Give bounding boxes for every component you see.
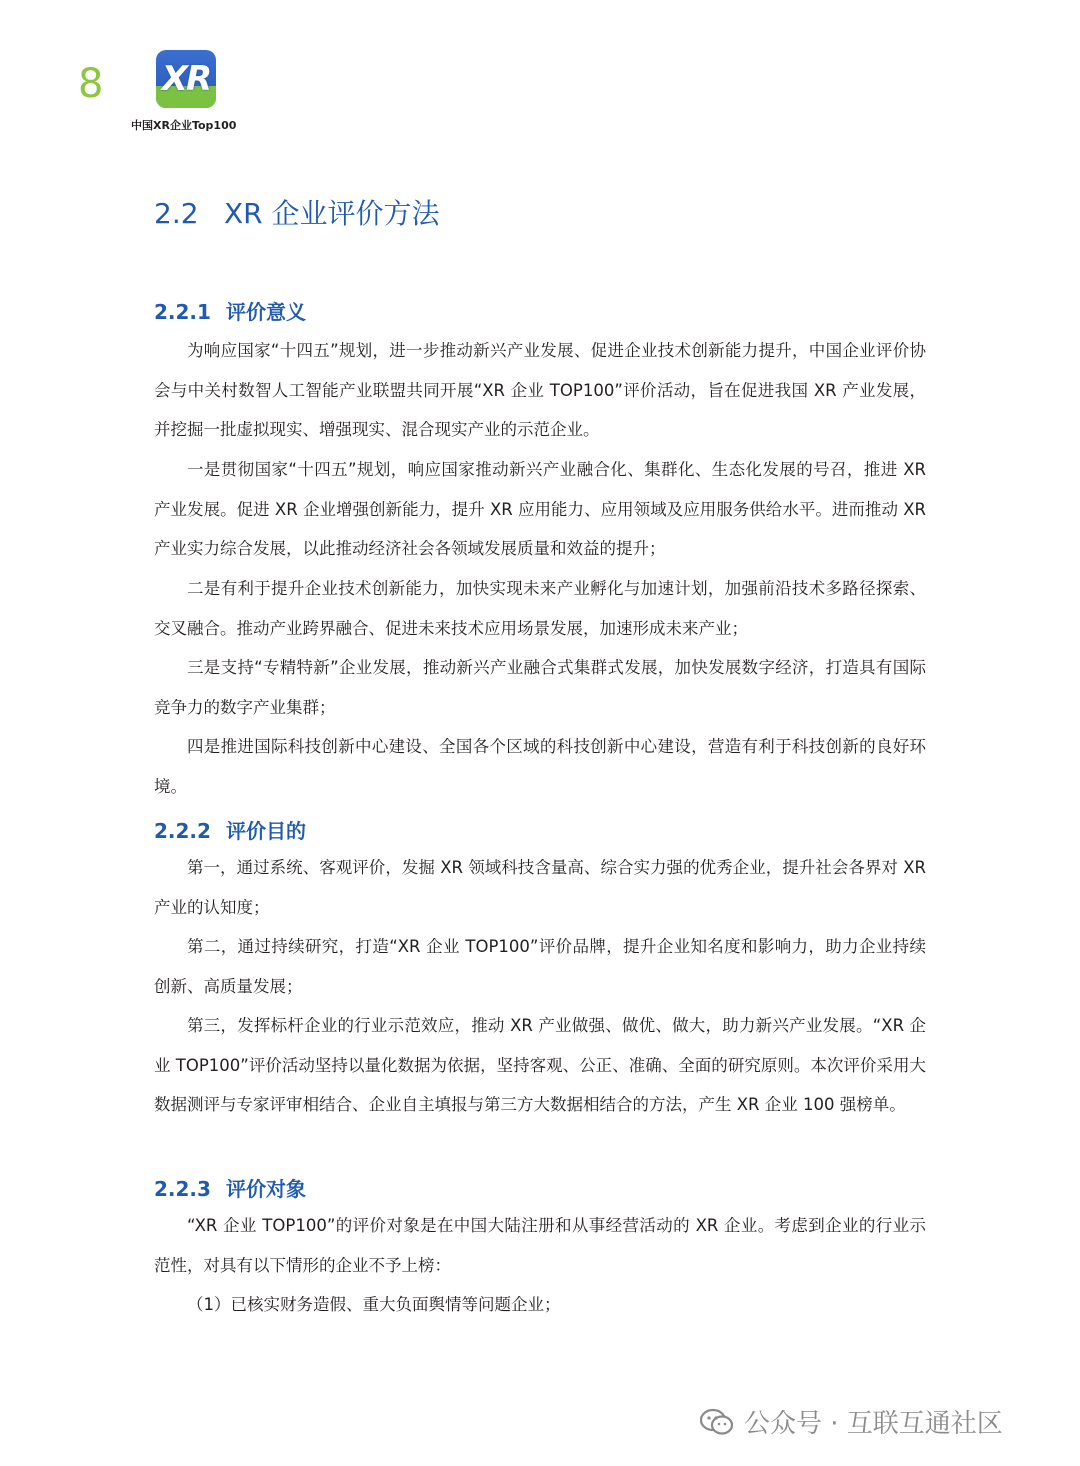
subsection-title: 评价意义 <box>226 300 306 324</box>
page-number: 8 <box>78 61 104 107</box>
paragraph: 二是有利于提升企业技术创新能力，加快实现未来产业孵化与加速计划，加强前沿技术多路径探索、交叉融合。推动产业跨界融合、促进未来技术应用场景发展，加速形成未来产业； <box>154 579 926 638</box>
paragraph: 为响应国家“十四五”规划，进一步推动新兴产业发展、促进企业技术创新能力提升，中国企业评价协会与中关村数智人工智能产业联盟共同开展“XR 企业 TOP100”评价活动，旨在促进我国 XR 产业发展，并挖掘一批虚拟现实、增强现实、混合现实产业的示范企业。 <box>154 341 926 439</box>
section-number: 2.2 <box>154 197 199 230</box>
section-title <box>154 192 440 232</box>
subsection-heading-3 <box>154 1173 306 1202</box>
subsection-number: 2.2.3 <box>154 1177 211 1201</box>
section-title-text: XR 企业评价方法 <box>224 197 440 230</box>
watermark <box>700 1403 1003 1440</box>
paragraph: 第二，通过持续研究，打造“XR 企业 TOP100”评价品牌，提升企业知名度和影响力，助力企业持续创新、高质量发展； <box>154 937 926 996</box>
paragraph: 一是贯彻国家“十四五”规划，响应国家推动新兴产业融合化、集群化、生态化发展的号召，推进 XR 产业发展。促进 XR 企业增强创新能力，提升 XR 应用能力、应用领域及应用服务供给水平。进而推动 XR 产业实力综合发展，以此推动经济社会各领域发展质量和效益的提升； <box>154 460 926 558</box>
subsection-title: 评价目的 <box>226 819 306 843</box>
wechat-icon <box>700 1408 734 1436</box>
subsection-number: 2.2.1 <box>154 300 211 324</box>
paragraph: 三是支持“专精特新”企业发展，推动新兴产业融合式集群式发展，加快发展数字经济，打造具有国际竞争力的数字产业集群； <box>154 658 926 717</box>
subsection-number: 2.2.2 <box>154 819 211 843</box>
paragraph: 第一，通过系统、客观评价，发掘 XR 领域科技含量高、综合实力强的优秀企业，提升社会各界对 XR 产业的认知度； <box>154 858 926 917</box>
logo-letters: XR <box>161 59 211 99</box>
subsection-heading-1 <box>154 296 306 325</box>
paragraph: 四是推进国际科技创新中心建设、全国各个区域的科技创新中心建设，营造有利于科技创新的良好环境。 <box>154 737 926 796</box>
paragraph: 第三，发挥标杆企业的行业示范效应，推动 XR 产业做强、做优、做大，助力新兴产业发展。“XR 企业 TOP100”评价活动坚持以量化数据为依据，坚持客观、公正、准确、全面的研究原则。本次评价采用大数据测评与专家评审相结合、企业自主填报与第三方大数据相结合的方法，产生 XR 企业 100 强榜单。 <box>154 1016 926 1114</box>
xr-logo <box>156 50 216 108</box>
subsection-title: 评价对象 <box>226 1177 306 1201</box>
watermark-text: 公众号 · 互联互通社区 <box>744 1409 1003 1439</box>
paragraph: “XR 企业 TOP100”的评价对象是在中国大陆注册和从事经营活动的 XR 企业。考虑到企业的行业示范性，对具有以下情形的企业不予上榜： <box>154 1216 926 1275</box>
list-item: （1）已核实财务造假、重大负面舆情等问题企业； <box>187 1295 561 1314</box>
logo-caption: 中国XR企业Top100 <box>131 119 237 132</box>
subsection-heading-2 <box>154 815 306 844</box>
